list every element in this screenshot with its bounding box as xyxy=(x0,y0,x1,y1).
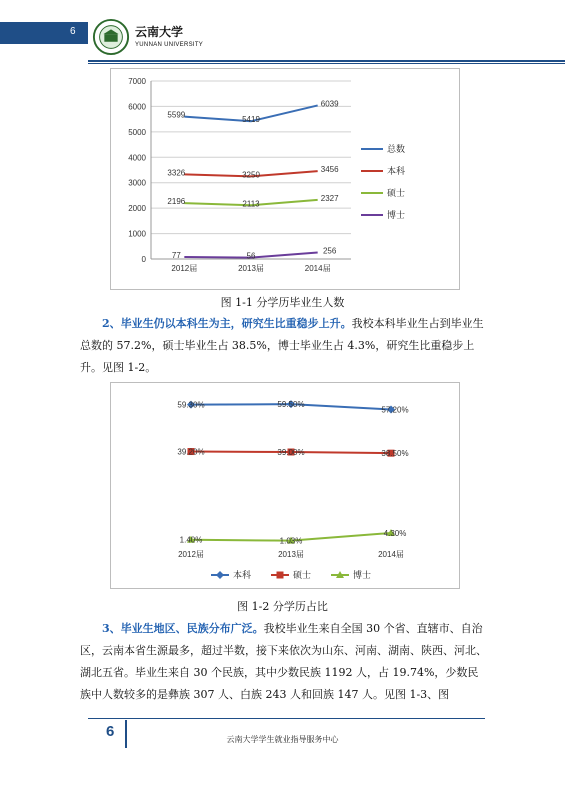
paragraph-3-heading: 3、毕业生地区、民族分布广泛。 xyxy=(102,622,264,635)
data-label: 38.50% xyxy=(381,449,409,459)
data-label: 39.00% xyxy=(277,448,305,457)
legend-label: 硕士 xyxy=(387,188,406,198)
legend-label: 总数 xyxy=(387,144,406,154)
paragraph-2-heading: 2、毕业生仍以本科生为主，研究生比重稳步上升。 xyxy=(102,317,352,330)
data-label: 59.30% xyxy=(177,400,205,410)
chart-2-frame xyxy=(110,382,460,589)
header-rule-thin xyxy=(88,63,565,64)
data-label: 39.20% xyxy=(177,447,205,457)
data-label: 6039 xyxy=(320,99,339,109)
y-tick-label: 2000 xyxy=(128,204,146,214)
chart-1-frame xyxy=(110,68,460,290)
x-tick-label: 2012届 xyxy=(171,264,198,273)
data-label: 57.20% xyxy=(381,405,409,415)
paragraph-3 xyxy=(80,618,488,706)
data-label: 5419 xyxy=(242,115,260,125)
figure-2-caption: 图 1-2 分学历占比 xyxy=(237,600,328,613)
data-label: 1.03% xyxy=(279,536,303,546)
footer-center-text: 云南大学学生就业指导服务中心 xyxy=(226,735,339,744)
x-tick-label: 2014届 xyxy=(304,264,331,273)
data-label: 3326 xyxy=(167,168,186,178)
paragraph-3-body: 我校毕业生来自全国 30 个省、直辖市、自治区，云南本省生源最多，超过半数，接下来依次为山东、河南、湖南、陕西、河北、湖北五省。毕业生来自 30 个民族，其中少数民族 1192 人，占 19.74%，少数民族中人数较多的是彝族 307 人、白族 243 人和回族 147 人。见图 1-3、图 xyxy=(80,622,487,701)
header-page-number: 6 xyxy=(70,26,76,37)
university-name-en: YUNNAN UNIVERSITY xyxy=(135,42,204,48)
data-label: 59.50% xyxy=(277,400,305,410)
header-rule xyxy=(88,60,565,62)
y-tick-label: 6000 xyxy=(128,102,146,112)
legend-label: 本科 xyxy=(233,570,252,580)
data-point xyxy=(277,572,284,579)
data-label: 56 xyxy=(246,251,256,261)
legend-label: 博士 xyxy=(353,570,372,580)
data-label: 4.30% xyxy=(383,528,407,538)
figure-1-caption: 图 1-1 分学历毕业生人数 xyxy=(220,296,345,309)
x-tick-label: 2013届 xyxy=(278,550,304,559)
data-label: 3250 xyxy=(242,170,260,180)
data-label: 5599 xyxy=(167,110,186,120)
data-point xyxy=(216,571,224,579)
y-tick-label: 4000 xyxy=(128,153,146,163)
y-tick-label: 3000 xyxy=(128,178,146,188)
university-name-cn: 云南大学 xyxy=(135,25,184,39)
y-tick-label: 1000 xyxy=(128,229,146,239)
data-label: 2196 xyxy=(167,197,186,207)
legend-label: 本科 xyxy=(387,166,406,176)
y-tick-label: 7000 xyxy=(128,77,146,86)
data-label: 256 xyxy=(322,246,337,256)
x-tick-label: 2012届 xyxy=(178,550,204,559)
chart-1 xyxy=(111,69,459,289)
y-tick-label: 5000 xyxy=(128,127,146,137)
paragraph-2-body: 我校本科毕业生占到毕业生总数的 57.2%，硕士毕业生占 38.5%，博士毕业生占 4.3%，研究生比重稳步上升。见图 1-2。 xyxy=(80,317,484,374)
data-label: 1.40% xyxy=(179,535,203,545)
university-seal-icon xyxy=(92,18,130,56)
data-label: 2327 xyxy=(320,193,339,203)
footer-page-number: 6 xyxy=(106,723,115,740)
y-tick-label: 0 xyxy=(141,255,146,264)
legend-label: 硕士 xyxy=(293,570,312,580)
chart-2 xyxy=(111,383,459,588)
footer-rule xyxy=(88,718,485,719)
data-label: 2113 xyxy=(242,199,260,209)
paragraph-2 xyxy=(80,313,488,379)
data-label: 77 xyxy=(171,251,181,261)
data-label: 3456 xyxy=(320,165,339,175)
legend-label: 博士 xyxy=(387,210,406,220)
x-tick-label: 2013届 xyxy=(238,264,264,273)
x-tick-label: 2014届 xyxy=(378,550,404,559)
